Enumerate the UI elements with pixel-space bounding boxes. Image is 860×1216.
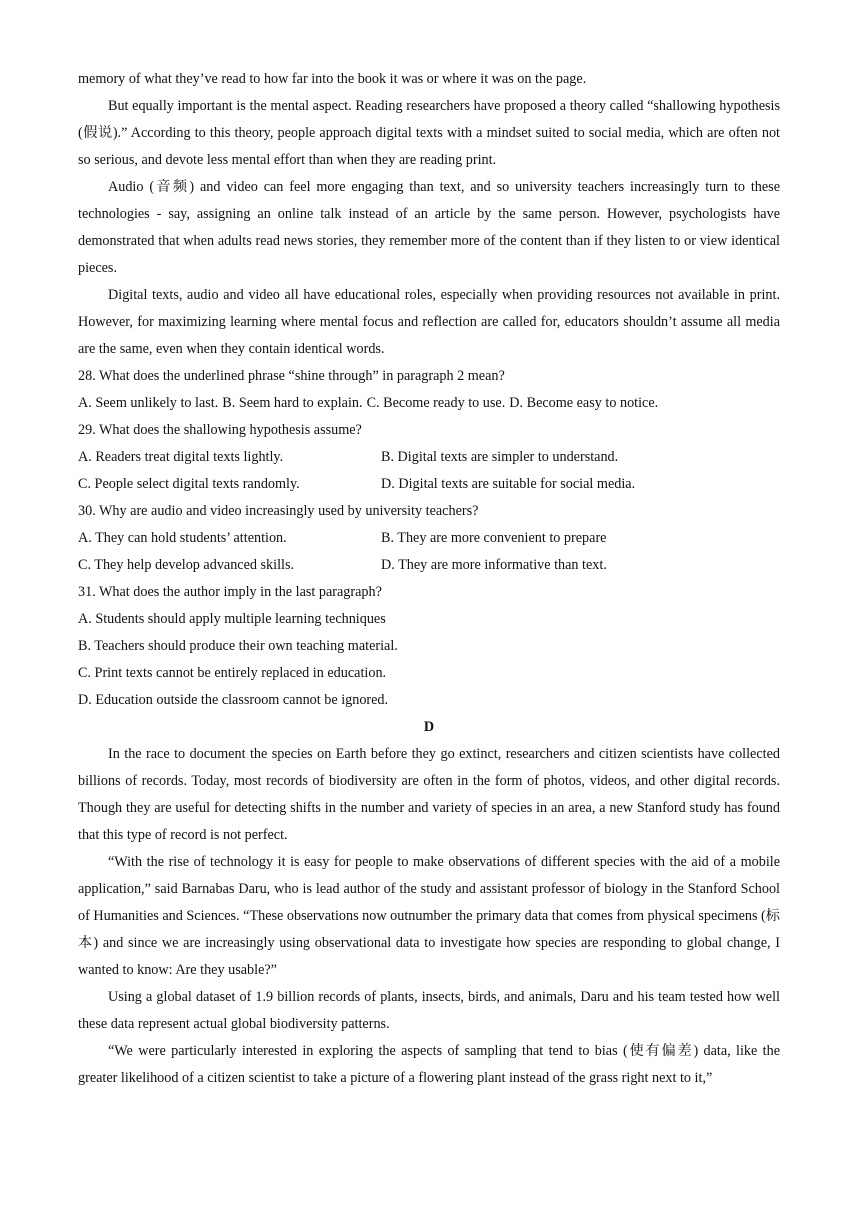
section-d-paragraph: Using a global dataset of 1.9 billion records of plants, insects, birds, and animals, Daru and his team tested how well these data represent actual global biodiversity patterns. [78, 989, 780, 1032]
passage-c-paragraph: Audio (音频) and video can feel more engaging than text, and so university teachers increasingly turn to these technologies - say, assigning an online talk instead of an article by the same person. However, psychologists have demonstrated that when adults read news stories, they remember more of the content than if they listen to or view identical pieces. [78, 179, 780, 276]
option-b: B. Teachers should produce their own teaching material. [78, 638, 398, 654]
option-d: D. Digital texts are suitable for social media. [381, 476, 636, 492]
option-d: D. Become easy to notice. [509, 395, 659, 411]
option-d: D. They are more informative than text. [381, 557, 607, 573]
section-d-paragraph: “With the rise of technology it is easy for people to make observations of different species with the aid of a mobile application,” said Barnabas Daru, who is lead author of the study and assistant professor of biology in the Stanford School of Humanities and Sciences. “These observations now outnumber the primary data that comes from physical specimens (标本) and since we are increasingly using observational data to investigate how species are responding to global change, I wanted to know: Are they usable?” [78, 854, 780, 978]
passage-c-continuation: memory of what they’ve read to how far into the book it was or where it was on the page. [78, 71, 587, 87]
section-d-paragraph: In the race to document the species on Earth before they go extinct, researchers and citizen scientists have collected billions of records. Today, most records of biodiversity are often in the form of photos, videos, and other digital records. Though they are useful for detecting shifts in the number and variety of species in an area, a new Stanford study has found that this type of record is not perfect. [78, 746, 780, 843]
option-b: B. They are more convenient to prepare [381, 530, 607, 546]
option-a: A. Readers treat digital texts lightly. [78, 449, 284, 465]
option-c: C. Become ready to use. [366, 395, 506, 411]
option-c: C. Print texts cannot be entirely replaced in education. [78, 665, 387, 681]
options-row [78, 552, 780, 579]
option-b: B. Seem hard to explain. [222, 395, 363, 411]
passage-c-paragraph: Digital texts, audio and video all have educational roles, especially when providing resources not available in print. However, for maximizing learning where mental focus and reflection are called for, educators shouldn’t assume all media are the same, even when they contain identical words. [78, 287, 780, 357]
option-a: A. They can hold students’ attention. [78, 530, 287, 546]
question-stem: 31. What does the author imply in the last paragraph? [78, 584, 382, 600]
question-stem: 29. What does the shallowing hypothesis assume? [78, 422, 362, 438]
option-a: A. Seem unlikely to last. [78, 395, 219, 411]
question-31 [78, 579, 780, 714]
section-d-heading: D [423, 719, 435, 735]
question-stem: 28. What does the underlined phrase “shine through” in paragraph 2 mean? [78, 368, 505, 384]
options-row [78, 390, 780, 417]
options-row [78, 471, 780, 498]
passage-c-paragraph: But equally important is the mental aspect. Reading researchers have proposed a theory called “shallowing hypothesis (假说).” According to this theory, people approach digital texts with a mindset suited to social media, which are often not so serious, and devote less mental effort than when they are reading print. [78, 98, 780, 168]
question-30 [78, 498, 780, 579]
option-a: A. Students should apply multiple learning techniques [78, 611, 386, 627]
option-d: D. Education outside the classroom cannot be ignored. [78, 692, 389, 708]
option-c: C. They help develop advanced skills. [78, 557, 295, 573]
document-page [78, 66, 780, 1092]
options-row [78, 444, 780, 471]
options-row [78, 525, 780, 552]
section-d-paragraph: “We were particularly interested in exploring the aspects of sampling that tend to bias (使有偏差) data, like the greater likelihood of a citizen scientist to take a picture of a flowering plant instead of the grass right next to it,” [78, 1043, 780, 1086]
option-b: B. Digital texts are simpler to understand. [381, 449, 619, 465]
question-28 [78, 363, 780, 417]
option-c: C. People select digital texts randomly. [78, 476, 300, 492]
question-stem: 30. Why are audio and video increasingly used by university teachers? [78, 503, 479, 519]
question-29 [78, 417, 780, 498]
